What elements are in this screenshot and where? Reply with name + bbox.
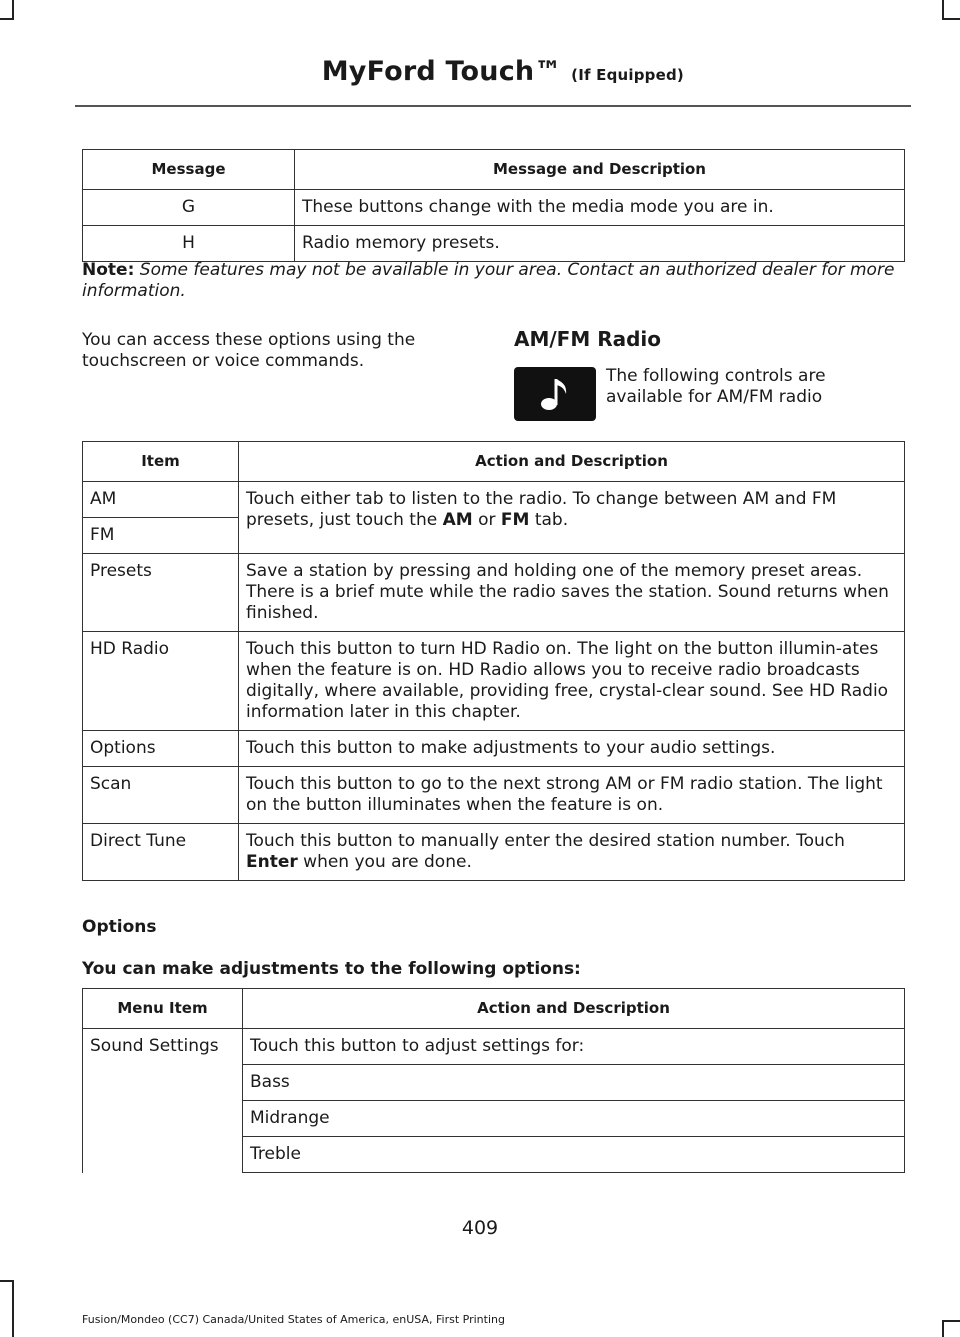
header-rule (75, 105, 911, 107)
page-header-title (322, 56, 684, 87)
cell-text: or (472, 510, 501, 530)
note-text: Some features may not be available in your area. Contact an authorized dealer for more information. (82, 260, 895, 301)
crop-mark (0, 18, 14, 20)
crop-mark (942, 18, 960, 20)
crop-mark (942, 1320, 960, 1322)
table-cell (239, 482, 905, 554)
options-heading: Options (82, 917, 157, 937)
cell-bold-text: FM (500, 510, 530, 530)
section-heading: AM/FM Radio (514, 327, 662, 351)
table-header-row (83, 442, 905, 482)
crop-mark (942, 0, 944, 20)
table-header-cell: Message (83, 150, 295, 190)
note-paragraph (82, 260, 902, 302)
crop-mark (12, 1280, 14, 1337)
table-cell: Options (83, 731, 239, 767)
table-cell: Touch this button to turn HD Radio on. The light on the button illumin-ates when the feature is on. HD Radio allows you to receive radio broadcasts digitally, where available, providing free, crystal-clear sound. See HD Radio information later in this chapter. (239, 632, 905, 731)
note-label: Note: (82, 260, 135, 280)
table-cell: Treble (243, 1137, 905, 1173)
table-header-cell: Action and Description (239, 442, 905, 482)
table-row (83, 1029, 905, 1065)
crop-mark (942, 1320, 944, 1337)
table-header-row (83, 989, 905, 1029)
table-row (83, 554, 905, 632)
options-table (82, 988, 905, 1173)
crop-mark (0, 1280, 14, 1282)
message-table (82, 149, 905, 262)
table-cell: These buttons change with the media mode you are in. (295, 190, 905, 226)
table-row (83, 482, 905, 518)
table-cell (239, 824, 905, 881)
table-cell: H (83, 226, 295, 262)
intro-paragraph: You can access these options using the touchscreen or voice commands. (82, 330, 416, 371)
options-intro: You can make adjustments to the following options: (82, 959, 581, 979)
header-title: MyFord Touch™ (321, 56, 562, 87)
table-header-cell: Item (83, 442, 239, 482)
music-note-icon (514, 367, 596, 421)
table-row (83, 824, 905, 881)
table-cell: FM (83, 518, 239, 554)
cell-text: Touch either tab to listen to the radio. To change between AM and FM presets, just touch the (246, 489, 837, 530)
table-cell: Save a station by pressing and holding one of the memory preset areas. There is a brief mute while the radio saves the station. Sound returns when finished. (239, 554, 905, 632)
table-header-cell: Message and Description (295, 150, 905, 190)
table-cell: Direct Tune (83, 824, 239, 881)
table-cell: Midrange (243, 1101, 905, 1137)
crop-mark (12, 0, 14, 20)
page-footer: Fusion/Mondeo (CC7) Canada/United States of America, enUSA, First Printing (82, 1313, 505, 1326)
table-row (83, 632, 905, 731)
section-description: The following controls are available for AM/FM radio (606, 366, 826, 407)
table-row (83, 731, 905, 767)
table-cell: G (83, 190, 295, 226)
table-cell: Presets (83, 554, 239, 632)
table-cell: Scan (83, 767, 239, 824)
table-cell: AM (83, 482, 239, 518)
table-cell: HD Radio (83, 632, 239, 731)
table-header-cell: Action and Description (243, 989, 905, 1029)
cell-bold-text: AM (442, 510, 473, 530)
cell-text: Touch this button to manually enter the desired station number. Touch (246, 831, 845, 851)
table-cell: Touch this button to make adjustments to your audio settings. (239, 731, 905, 767)
table-row (83, 226, 905, 262)
table-cell: Touch this button to go to the next strong AM or FM radio station. The light on the button illuminates when the feature is on. (239, 767, 905, 824)
table-header-cell: Menu Item (83, 989, 243, 1029)
table-cell: Radio memory presets. (295, 226, 905, 262)
table-header-row (83, 150, 905, 190)
table-row (83, 190, 905, 226)
cell-text: when you are done. (297, 852, 472, 872)
cell-text: tab. (529, 510, 569, 530)
table-row (83, 767, 905, 824)
am-fm-controls-table (82, 441, 905, 881)
table-cell: Bass (243, 1065, 905, 1101)
header-subtitle: (If Equipped) (571, 66, 684, 84)
table-cell: Touch this button to adjust settings for: (243, 1029, 905, 1065)
cell-bold-text: Enter (246, 852, 298, 872)
table-cell: Sound Settings (83, 1029, 243, 1173)
page-number: 409 (461, 1217, 499, 1239)
